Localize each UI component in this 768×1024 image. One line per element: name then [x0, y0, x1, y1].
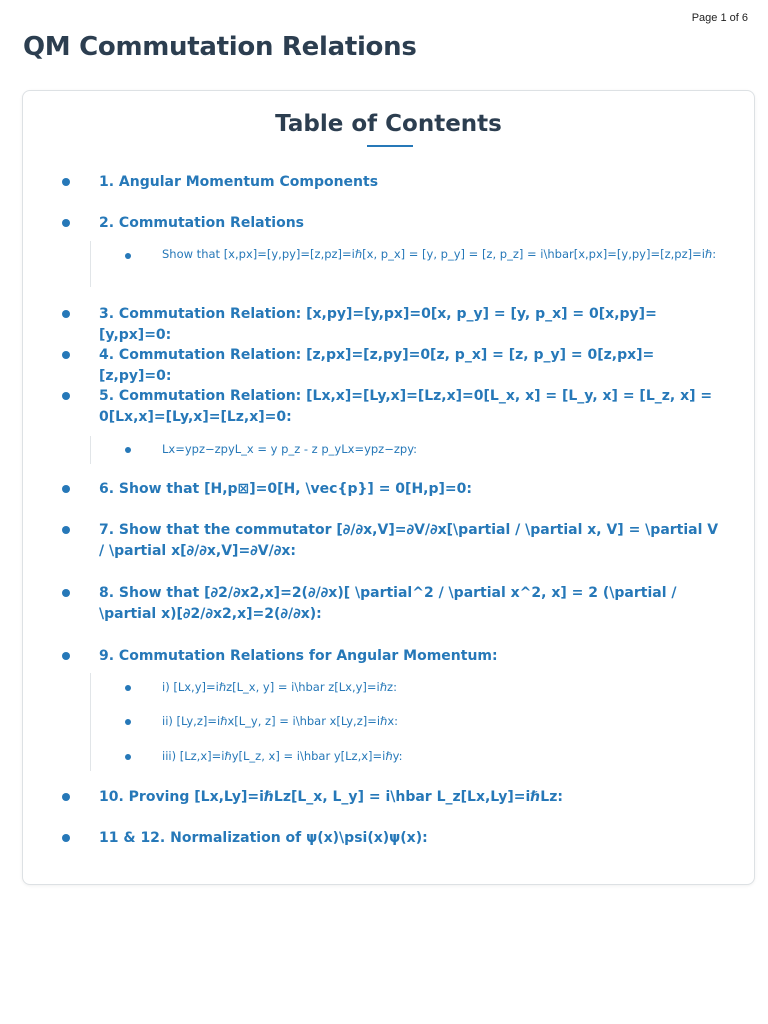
toc-heading-underline [367, 145, 413, 147]
toc-subitem-5-1[interactable] [162, 440, 718, 459]
toc-subitem-2-1[interactable] [162, 245, 718, 264]
toc-heading: Table of Contents [275, 111, 502, 137]
toc-link[interactable]: 4. Commutation Relation: [z,px]=[z,py]=0[z, p_x] = [z, p_y] = 0[z,px]=[z,py]=0: [99, 347, 655, 384]
toc-item-10[interactable] [99, 787, 719, 808]
toc-link[interactable]: 3. Commutation Relation: [x,py]=[y,px]=0[x, p_y] = [y, p_x] = 0[x,py]=[y,px]=0: [99, 306, 657, 343]
page-number: Page 1 of 6 [691, 12, 748, 24]
toc-item-8[interactable] [99, 583, 719, 625]
sub-bullet-icon [125, 253, 131, 259]
bullet-icon [62, 219, 70, 227]
sub-bullet-icon [125, 447, 131, 453]
toc-item-2[interactable] [99, 213, 719, 234]
bullet-icon [62, 178, 70, 186]
toc-subitem-9-2[interactable] [162, 712, 718, 731]
toc-link[interactable]: 10. Proving [Lx,Ly]=iℏLz[L_x, L_y] = i\hbar L_z[Lx,Ly]=iℏLz: [99, 789, 563, 805]
sublist-divider [90, 436, 91, 464]
toc-item-4[interactable] [99, 345, 719, 387]
sub-bullet-icon [125, 754, 131, 760]
bullet-icon [62, 834, 70, 842]
sub-bullet-icon [125, 685, 131, 691]
toc-subitem-9-3[interactable] [162, 747, 718, 766]
toc-link[interactable]: Show that [x,px]=[y,py]=[z,pz]=iℏ[x, p_x] = [y, p_y] = [z, p_z] = i\hbar[x,px]=[y,py]=[z,pz]=iℏ: [162, 247, 717, 261]
bullet-icon [62, 589, 70, 597]
toc-link[interactable]: Lx=ypz−zpyL_x = y p_z - z p_yLx=ypz−zpy: [162, 442, 418, 456]
bullet-icon [62, 793, 70, 801]
toc-item-1[interactable] [99, 172, 719, 193]
toc-link[interactable]: 1. Angular Momentum Components [99, 174, 379, 190]
bullet-icon [62, 392, 70, 400]
toc-link[interactable]: 7. Show that the commutator [∂/∂x,V]=∂V/∂x[\partial / \partial x, V] = \partial V / \partial x[∂/∂x,V]=∂V/∂x: [99, 522, 719, 559]
toc-link[interactable]: 2. Commutation Relations [99, 215, 304, 231]
toc-card [22, 90, 755, 885]
document-title: QM Commutation Relations [23, 32, 417, 62]
sublist-divider [90, 673, 91, 771]
toc-link[interactable]: 6. Show that [H,p⊠]=0[H, \vec{p}] = 0[H,p]=0: [99, 481, 472, 497]
toc-item-11[interactable] [99, 828, 719, 849]
toc-link[interactable]: 9. Commutation Relations for Angular Momentum: [99, 648, 498, 664]
toc-item-5[interactable] [99, 386, 719, 428]
toc-link[interactable]: ii) [Ly,z]=iℏx[L_y, z] = i\hbar x[Ly,z]=iℏx: [162, 714, 399, 728]
sublist-divider [90, 241, 91, 287]
toc-link[interactable]: i) [Lx,y]=iℏz[L_x, y] = i\hbar z[Lx,y]=iℏz: [162, 680, 397, 694]
sub-bullet-icon [125, 719, 131, 725]
toc-item-9[interactable] [99, 646, 719, 667]
toc-item-3[interactable] [99, 304, 719, 346]
bullet-icon [62, 526, 70, 534]
toc-item-7[interactable] [99, 520, 719, 562]
bullet-icon [62, 485, 70, 493]
toc-subitem-9-1[interactable] [162, 678, 718, 697]
toc-link[interactable]: 8. Show that [∂2/∂x2,x]=2(∂/∂x)[ \partial^2 / \partial x^2, x] = 2 (\partial / \partial x)[∂2/∂x2,x]=2(∂/∂x): [99, 585, 677, 622]
toc-link[interactable]: iii) [Lz,x]=iℏy[L_z, x] = i\hbar y[Lz,x]=iℏy: [162, 749, 403, 763]
bullet-icon [62, 652, 70, 660]
toc-link[interactable]: 11 & 12. Normalization of ψ(x)\psi(x)ψ(x): [99, 830, 428, 846]
toc-item-6[interactable] [99, 479, 719, 500]
toc-link[interactable]: 5. Commutation Relation: [Lx,x]=[Ly,x]=[Lz,x]=0[L_x, x] = [L_y, x] = [L_z, x] = 0[Lx,x]=[Ly,x]=[Lz,x]=0: [99, 388, 713, 425]
bullet-icon [62, 310, 70, 318]
bullet-icon [62, 351, 70, 359]
